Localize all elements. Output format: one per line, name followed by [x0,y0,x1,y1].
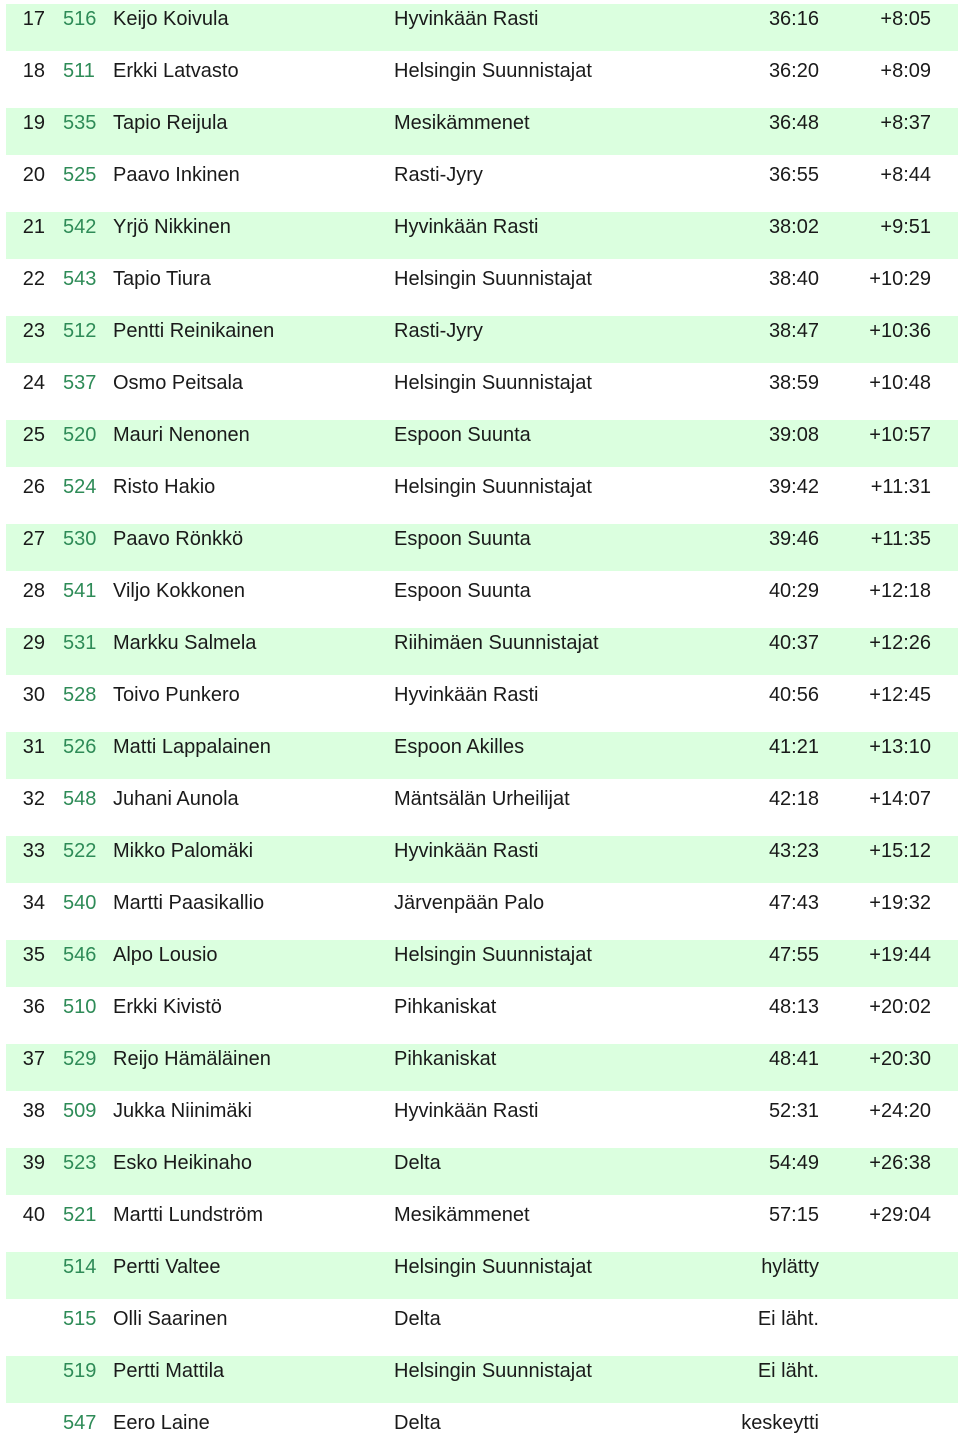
time-cell: 39:46 [768,528,819,550]
club-cell: Helsingin Suunnistajat [394,1256,592,1278]
table-row [0,572,960,624]
time-cell: Ei läht. [757,1308,819,1330]
place-cell: 28 [22,580,45,602]
time-behind-cell: +19:32 [869,892,931,914]
table-row [0,104,960,156]
time-cell: 36:16 [768,8,819,30]
table-row [0,0,960,52]
bib-number-cell: 522 [63,840,97,862]
time-cell: 40:56 [768,684,819,706]
competitor-name-cell: Juhani Aunola [113,788,239,810]
time-cell: 38:59 [768,372,819,394]
time-behind-cell: +26:38 [869,1152,931,1174]
competitor-name-cell: Markku Salmela [113,632,257,654]
time-behind-cell [840,1252,931,1299]
bib-number-cell: 531 [63,632,97,654]
bib-number-cell: 548 [63,788,97,810]
time-behind-cell: +15:12 [869,840,931,862]
bib-number-cell: 542 [63,216,97,238]
place-cell: 22 [22,268,45,290]
time-cell: 41:21 [768,736,819,758]
competitor-name-cell: Erkki Kivistö [113,996,222,1018]
place-cell: 17 [22,8,45,30]
time-cell: 52:31 [768,1100,819,1122]
bib-number-cell: 543 [63,268,97,290]
time-behind-cell: +20:30 [869,1048,931,1070]
bib-number-cell: 528 [63,684,97,706]
time-cell: 38:47 [768,320,819,342]
competitor-name-cell: Tapio Reijula [113,112,228,134]
place-cell: 30 [22,684,45,706]
time-behind-cell [840,1356,931,1403]
club-cell: Espoon Suunta [394,528,531,550]
time-cell: 57:15 [768,1204,819,1226]
time-behind-cell: +8:37 [880,112,931,134]
place-cell: 32 [22,788,45,810]
competitor-name-cell: Osmo Peitsala [113,372,244,394]
club-cell: Rasti-Jyry [394,164,483,186]
place-cell: 18 [22,60,45,82]
club-cell: Pihkaniskat [394,996,497,1018]
table-row [0,260,960,312]
table-row [0,312,960,364]
table-row [0,728,960,780]
time-cell: 48:13 [768,996,819,1018]
place-cell [0,1356,45,1403]
place-cell: 19 [22,112,45,134]
competitor-name-cell: Pentti Reinikainen [113,320,275,342]
place-cell: 33 [22,840,45,862]
competitor-name-cell: Reijo Hämäläinen [113,1048,271,1070]
table-row [0,624,960,676]
bib-number-cell: 521 [63,1204,97,1226]
bib-number-cell: 509 [63,1100,97,1122]
club-cell: Mesikämmenet [394,112,530,134]
time-cell: hylätty [761,1256,819,1278]
bib-number-cell: 524 [63,476,97,498]
competitor-name-cell: Alpo Lousio [113,944,218,966]
place-cell [0,1304,45,1351]
bib-number-cell: 547 [63,1412,97,1434]
competitor-name-cell: Viljo Kokkonen [113,580,245,602]
time-behind-cell: +11:31 [870,476,931,498]
time-cell: keskeytti [741,1412,819,1434]
bib-number-cell: 530 [63,528,97,550]
bib-number-cell: 514 [63,1256,97,1278]
bib-number-cell: 511 [63,60,95,82]
competitor-name-cell: Mauri Nenonen [113,424,250,446]
time-cell: 48:41 [768,1048,819,1070]
place-cell [0,1408,45,1455]
bib-number-cell: 510 [63,996,97,1018]
competitor-name-cell: Pertti Valtee [113,1256,221,1278]
table-row [0,52,960,104]
time-behind-cell: +10:48 [869,372,931,394]
bib-number-cell: 519 [63,1360,97,1382]
time-cell: 42:18 [768,788,819,810]
place-cell: 34 [22,892,45,914]
place-cell: 35 [22,944,45,966]
time-cell: 47:55 [768,944,819,966]
table-row [0,1196,960,1248]
club-cell: Helsingin Suunnistajat [394,268,592,290]
bib-number-cell: 546 [63,944,97,966]
club-cell: Hyvinkään Rasti [394,684,539,706]
time-cell: 36:55 [768,164,819,186]
club-cell: Helsingin Suunnistajat [394,944,592,966]
table-row [0,416,960,468]
table-row [0,1404,960,1456]
time-behind-cell [840,1304,931,1351]
table-row [0,1300,960,1352]
time-cell: Ei läht. [757,1360,819,1382]
competitor-name-cell: Paavo Rönkkö [113,528,244,550]
table-row [0,156,960,208]
time-behind-cell: +8:05 [880,8,931,30]
table-row [0,468,960,520]
time-behind-cell: +12:18 [869,580,931,602]
time-cell: 39:42 [768,476,819,498]
club-cell: Pihkaniskat [394,1048,497,1070]
club-cell: Delta [394,1308,441,1330]
bib-number-cell: 523 [63,1152,97,1174]
table-row [0,208,960,260]
place-cell: 26 [22,476,45,498]
competitor-name-cell: Risto Hakio [113,476,216,498]
place-cell: 31 [22,736,45,758]
bib-number-cell: 535 [63,112,97,134]
club-cell: Espoon Akilles [394,736,525,758]
competitor-name-cell: Erkki Latvasto [113,60,239,82]
competitor-name-cell: Yrjö Nikkinen [113,216,231,238]
bib-number-cell: 516 [63,8,97,30]
club-cell: Hyvinkään Rasti [394,1100,539,1122]
place-cell [0,1252,45,1299]
time-cell: 38:02 [768,216,819,238]
club-cell: Helsingin Suunnistajat [394,60,592,82]
table-row [0,936,960,988]
time-behind-cell: +14:07 [869,788,931,810]
competitor-name-cell: Martti Lundström [113,1204,264,1226]
table-row [0,1092,960,1144]
time-behind-cell: +10:57 [869,424,931,446]
competitor-name-cell: Olli Saarinen [113,1308,228,1330]
bib-number-cell: 515 [63,1308,97,1330]
table-row [0,1040,960,1092]
competitor-name-cell: Esko Heikinaho [113,1152,252,1174]
time-behind-cell: +13:10 [869,736,931,758]
time-cell: 40:29 [768,580,819,602]
time-behind-cell: +9:51 [880,216,931,238]
club-cell: Järvenpään Palo [394,892,545,914]
club-cell: Hyvinkään Rasti [394,8,539,30]
place-cell: 23 [22,320,45,342]
time-cell: 36:20 [768,60,819,82]
competitor-name-cell: Matti Lappalainen [113,736,271,758]
place-cell: 39 [22,1152,45,1174]
club-cell: Rasti-Jyry [394,320,483,342]
time-cell: 43:23 [768,840,819,862]
time-behind-cell [840,1408,931,1455]
competitor-name-cell: Pertti Mattila [113,1360,225,1382]
table-row [0,676,960,728]
place-cell: 20 [22,164,45,186]
place-cell: 21 [22,216,45,238]
table-row [0,1144,960,1196]
place-cell: 27 [22,528,45,550]
club-cell: Riihimäen Suunnistajat [394,632,599,654]
time-cell: 38:40 [768,268,819,290]
place-cell: 40 [22,1204,45,1226]
club-cell: Espoon Suunta [394,580,531,602]
time-behind-cell: +11:35 [870,528,931,550]
time-behind-cell: +12:45 [869,684,931,706]
time-behind-cell: +20:02 [869,996,931,1018]
place-cell: 29 [22,632,45,654]
bib-number-cell: 540 [63,892,97,914]
club-cell: Mesikämmenet [394,1204,530,1226]
time-cell: 47:43 [768,892,819,914]
time-behind-cell: +10:29 [869,268,931,290]
club-cell: Hyvinkään Rasti [394,216,539,238]
place-cell: 24 [22,372,45,394]
time-behind-cell: +8:09 [880,60,931,82]
club-cell: Delta [394,1412,441,1434]
time-behind-cell: +19:44 [869,944,931,966]
time-cell: 54:49 [768,1152,819,1174]
club-cell: Hyvinkään Rasti [394,840,539,862]
competitor-name-cell: Eero Laine [113,1412,210,1434]
place-cell: 36 [22,996,45,1018]
club-cell: Helsingin Suunnistajat [394,476,592,498]
competitor-name-cell: Toivo Punkero [113,684,240,706]
time-behind-cell: +8:44 [880,164,931,186]
competitor-name-cell: Paavo Inkinen [113,164,240,186]
competitor-name-cell: Tapio Tiura [113,268,211,290]
time-behind-cell: +12:26 [869,632,931,654]
competitor-name-cell: Mikko Palomäki [113,840,254,862]
place-cell: 38 [22,1100,45,1122]
table-row [0,884,960,936]
competitor-name-cell: Jukka Niinimäki [113,1100,252,1122]
club-cell: Helsingin Suunnistajat [394,372,592,394]
table-row [0,988,960,1040]
bib-number-cell: 541 [63,580,97,602]
table-row [0,364,960,416]
table-row [0,520,960,572]
place-cell: 37 [22,1048,45,1070]
table-row [0,780,960,832]
bib-number-cell: 526 [63,736,97,758]
table-row [0,832,960,884]
club-cell: Delta [394,1152,441,1174]
time-cell: 40:37 [768,632,819,654]
time-behind-cell: +10:36 [869,320,931,342]
bib-number-cell: 537 [63,372,97,394]
bib-number-cell: 520 [63,424,97,446]
place-cell: 25 [22,424,45,446]
time-behind-cell: +24:20 [869,1100,931,1122]
bib-number-cell: 525 [63,164,97,186]
bib-number-cell: 529 [63,1048,97,1070]
table-row [0,1352,960,1404]
club-cell: Mäntsälän Urheilijat [394,788,570,810]
club-cell: Espoon Suunta [394,424,531,446]
competitor-name-cell: Martti Paasikallio [113,892,265,914]
time-cell: 39:08 [768,424,819,446]
competitor-name-cell: Keijo Koivula [113,8,229,30]
bib-number-cell: 512 [63,320,97,342]
table-row [0,1248,960,1300]
club-cell: Helsingin Suunnistajat [394,1360,592,1382]
time-behind-cell: +29:04 [869,1204,931,1226]
time-cell: 36:48 [768,112,819,134]
